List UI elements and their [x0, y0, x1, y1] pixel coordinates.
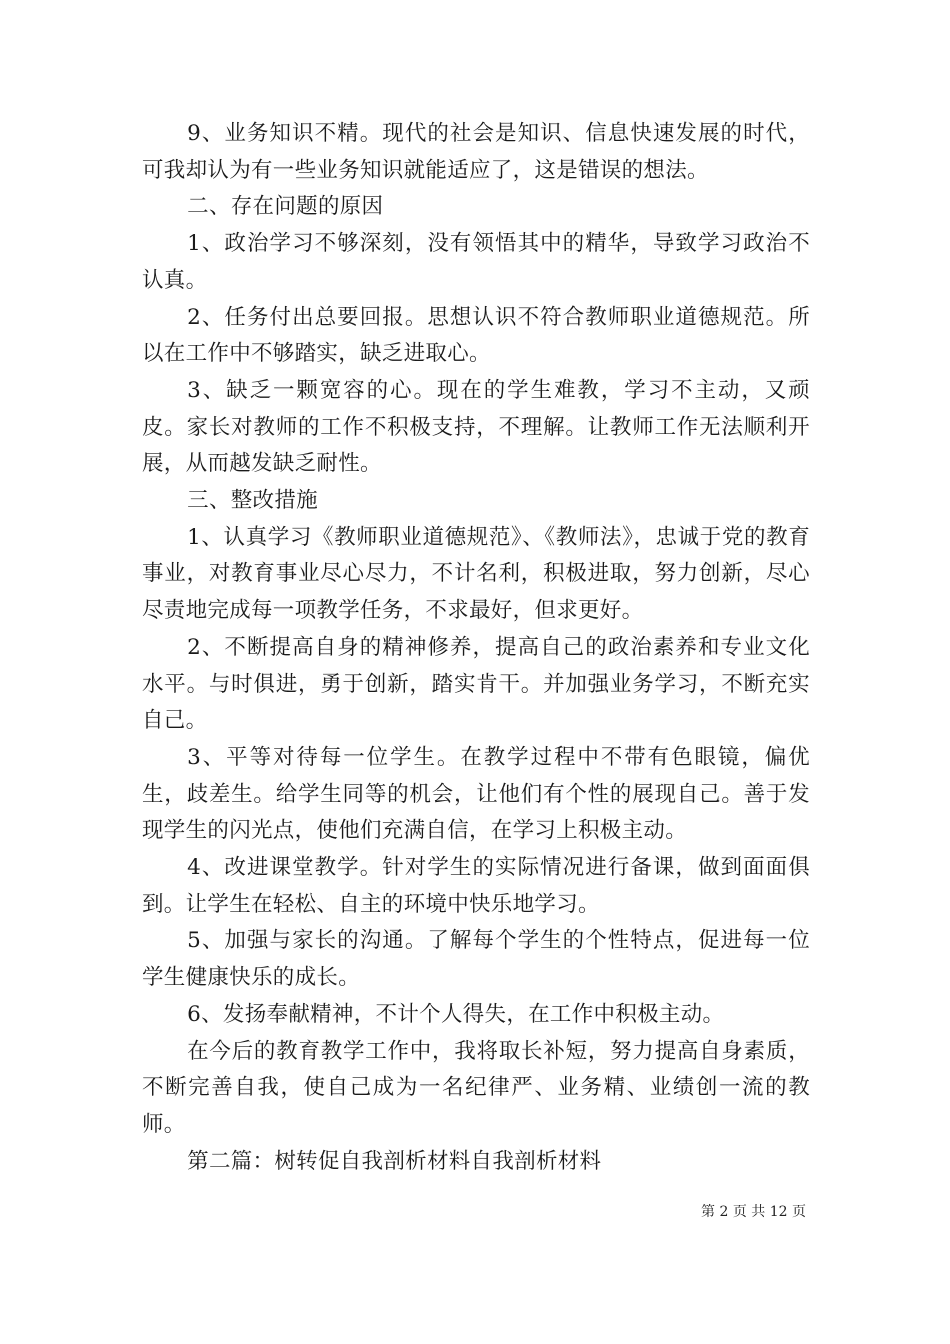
section-heading-measures: 三、整改措施 [187, 488, 318, 514]
page-number-footer: 第 2 页 共 12 页 [701, 1204, 806, 1220]
paragraph-knowledge: 9、业务知识不精。现代的社会是知识、信息快速发展的时代，可我却认为有一些业务知识就能适应了，这是错误的想法。 [142, 121, 810, 183]
paragraph-measure-1: 1、认真学习《教师职业道德规范》、《教师法》，忠诚于党的教育事业，对教育事业尽心尽力，不计名利，积极进取，努力创新，尽心尽责地完成每一项教学任务，不求最好，但求更好。 [142, 524, 810, 624]
paragraph-measure-2: 2、不断提高自身的精神修养，提高自己的政治素养和专业文化水平。与时俱进，勇于创新，踏实肯干。并加强业务学习，不断充实自己。 [142, 634, 810, 734]
paragraph-cause-1: 1、政治学习不够深刻，没有领悟其中的精华，导致学习政治不认真。 [142, 231, 810, 293]
paragraph-cause-2: 2、任务付出总要回报。思想认识不符合教师职业道德规范。所以在工作中不够踏实，缺乏进取心。 [142, 304, 810, 367]
paragraph-measure-6: 6、发扬奉献精神，不计个人得失，在工作中积极主动。 [187, 1001, 725, 1027]
paragraph-cause-3: 3、缺乏一颗宽容的心。现在的学生难教，学习不主动，又顽皮。家长对教师的工作不积极支持，不理解。让教师工作无法顺利开展，从而越发缺乏耐性。 [142, 377, 810, 477]
section-heading-causes: 二、存在问题的原因 [187, 194, 384, 220]
paragraph-measure-4: 4、改进课堂教学。针对学生的实际情况进行备课，做到面面俱到。让学生在轻松、自主的环境中快乐地学习。 [142, 855, 810, 917]
paragraph-conclusion: 在今后的教育教学工作中，我将取长补短，努力提高自身素质，不断完善自我，使自己成为一名纪律严、业务精、业绩创一流的教师。 [142, 1038, 810, 1137]
document-body [142, 116, 810, 1180]
paragraph-measure-3: 3、平等对待每一位学生。在教学过程中不带有色眼镜，偏优生，歧差生。给学生同等的机会，让他们有个性的展现自己。善于发现学生的闪光点，使他们充满自信，在学习上积极主动。 [142, 744, 810, 844]
next-article-title: 第二篇：树转促自我剖析材料自我剖析材料 [187, 1148, 602, 1174]
paragraph-measure-5: 5、加强与家长的沟通。了解每个学生的个性特点，促进每一位学生健康快乐的成长。 [142, 928, 810, 991]
